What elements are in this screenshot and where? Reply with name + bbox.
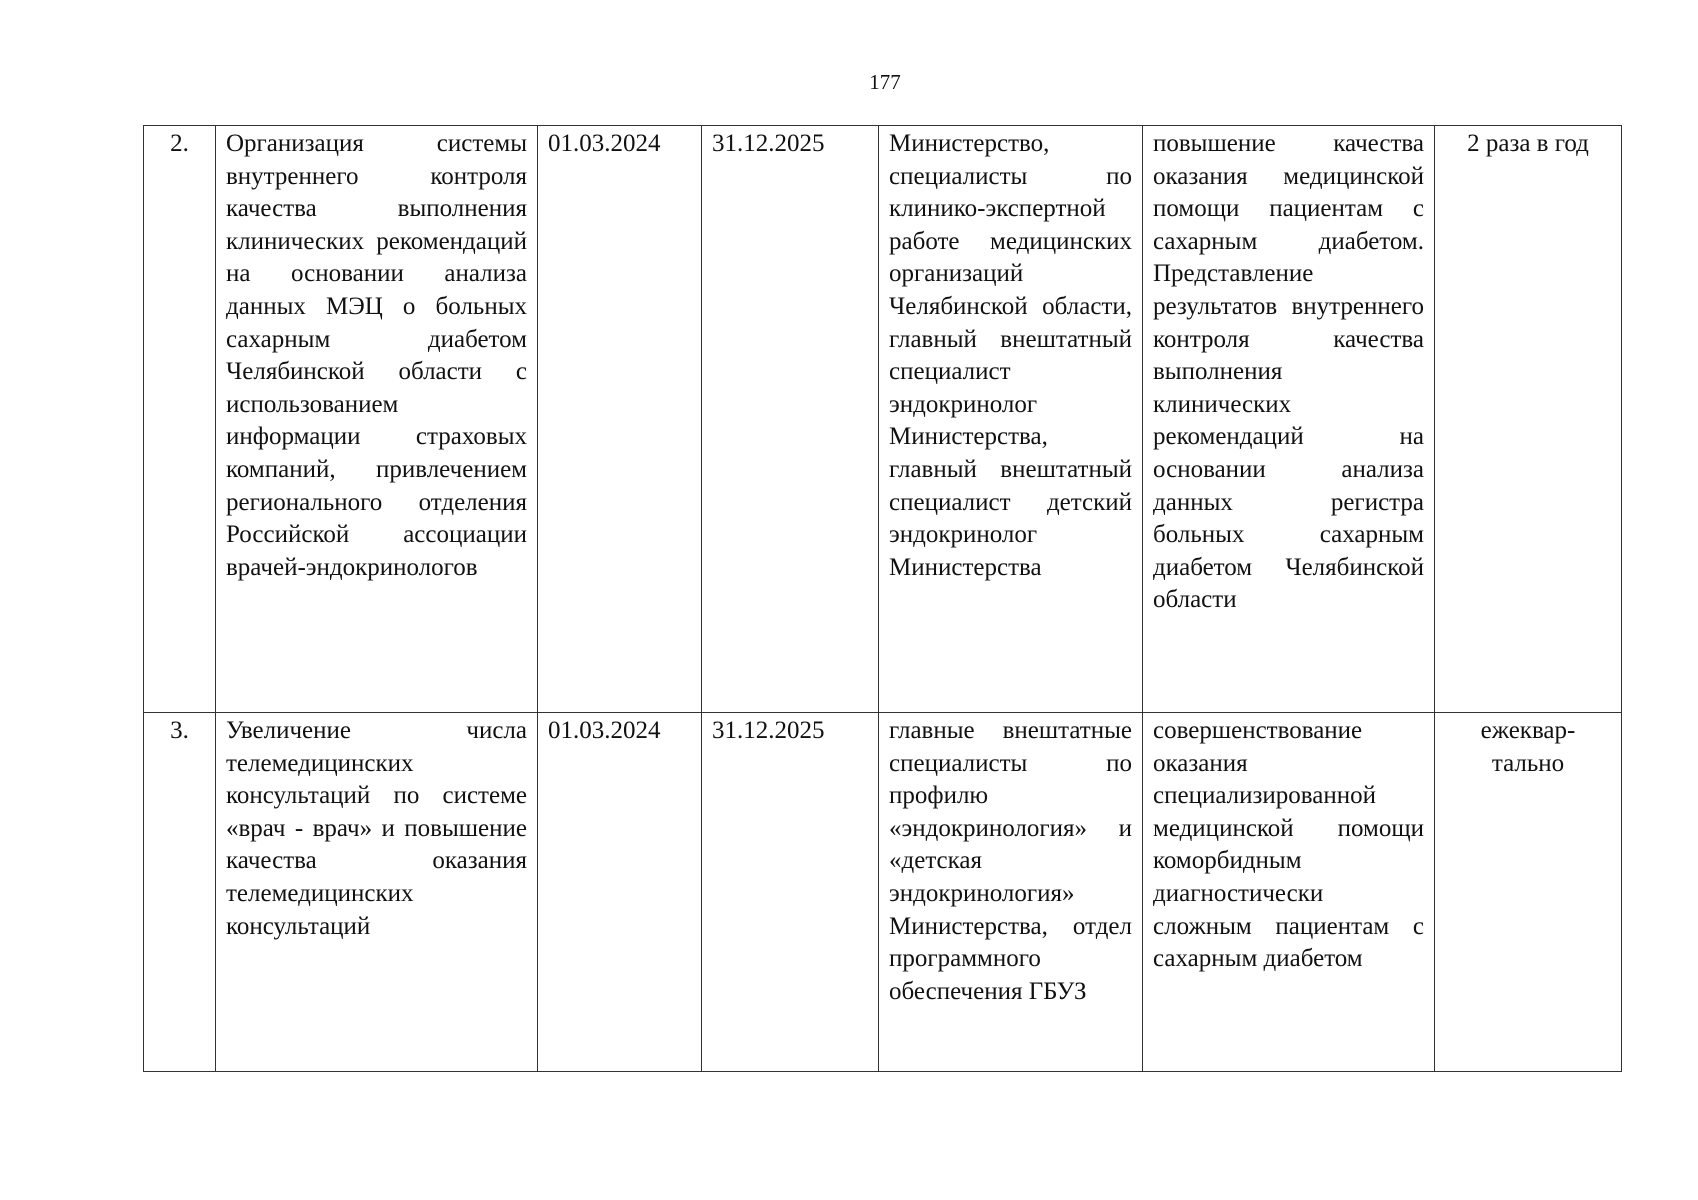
start-date: 01.03.2024 [548, 130, 661, 157]
page-number: 177 [869, 70, 901, 94]
row-number-cell [144, 713, 216, 1072]
frequency-text: 2 раза в год [1467, 130, 1589, 157]
start-date-cell [538, 713, 702, 1072]
frequency-text: ежеквар-тально [1480, 717, 1576, 777]
result-text: совершенствование оказания специализированной медицинской помощи коморбидным диагностически сложным пациентам с сахарным диабетом [1153, 717, 1424, 973]
end-date-cell [702, 713, 879, 1072]
start-date-cell [538, 126, 702, 713]
frequency-cell [1435, 713, 1622, 1072]
row-number-cell [144, 126, 216, 713]
action-plan-table [143, 125, 1622, 1072]
start-date: 01.03.2024 [548, 717, 661, 744]
responsible-text: Министерство, специалисты по клинико-экспертной работе медицинских организаций Челябинской области, главный внештатный специалист эндокринолог Министерства, главный внештатный специалист детский эндокринолог Министерства [889, 130, 1132, 581]
result-text: повышение качества оказания медицинской помощи пациентам с сахарным диабетом. Представление результатов внутреннего контроля качества выполнения клинических рекомендаций на основании анализа данных регистра больных сахарным диабетом Челябинской области [1153, 130, 1424, 614]
activity-cell [216, 126, 538, 713]
responsible-cell [879, 713, 1143, 1072]
table-row [144, 126, 1622, 713]
responsible-cell [879, 126, 1143, 713]
end-date-cell [702, 126, 879, 713]
activity-text: Организация системы внутреннего контроля качества выполнения клинических рекомендаций на основании анализа данных МЭЦ о больных сахарным диабетом Челябинской области с использованием информации страховых компаний, привлечением регионального отделения Российской ассоциации врачей-эндокринологов [226, 130, 527, 581]
result-cell [1143, 126, 1435, 713]
activity-cell [216, 713, 538, 1072]
end-date: 31.12.2025 [712, 717, 825, 744]
frequency-cell [1435, 126, 1622, 713]
result-cell [1143, 713, 1435, 1072]
row-number: 3. [170, 717, 189, 744]
row-number: 2. [170, 130, 189, 157]
table-row [144, 713, 1622, 1072]
end-date: 31.12.2025 [712, 130, 825, 157]
responsible-text: главные внештатные специалисты по профилю «эндокринология» и «детская эндокринология» Министерства, отдел программного обеспечения ГБУЗ [889, 717, 1132, 1005]
activity-text: Увеличение числа телемедицинских консультаций по системе «врач - врач» и повышение качества оказания телемедицинских консультаций [226, 717, 527, 940]
